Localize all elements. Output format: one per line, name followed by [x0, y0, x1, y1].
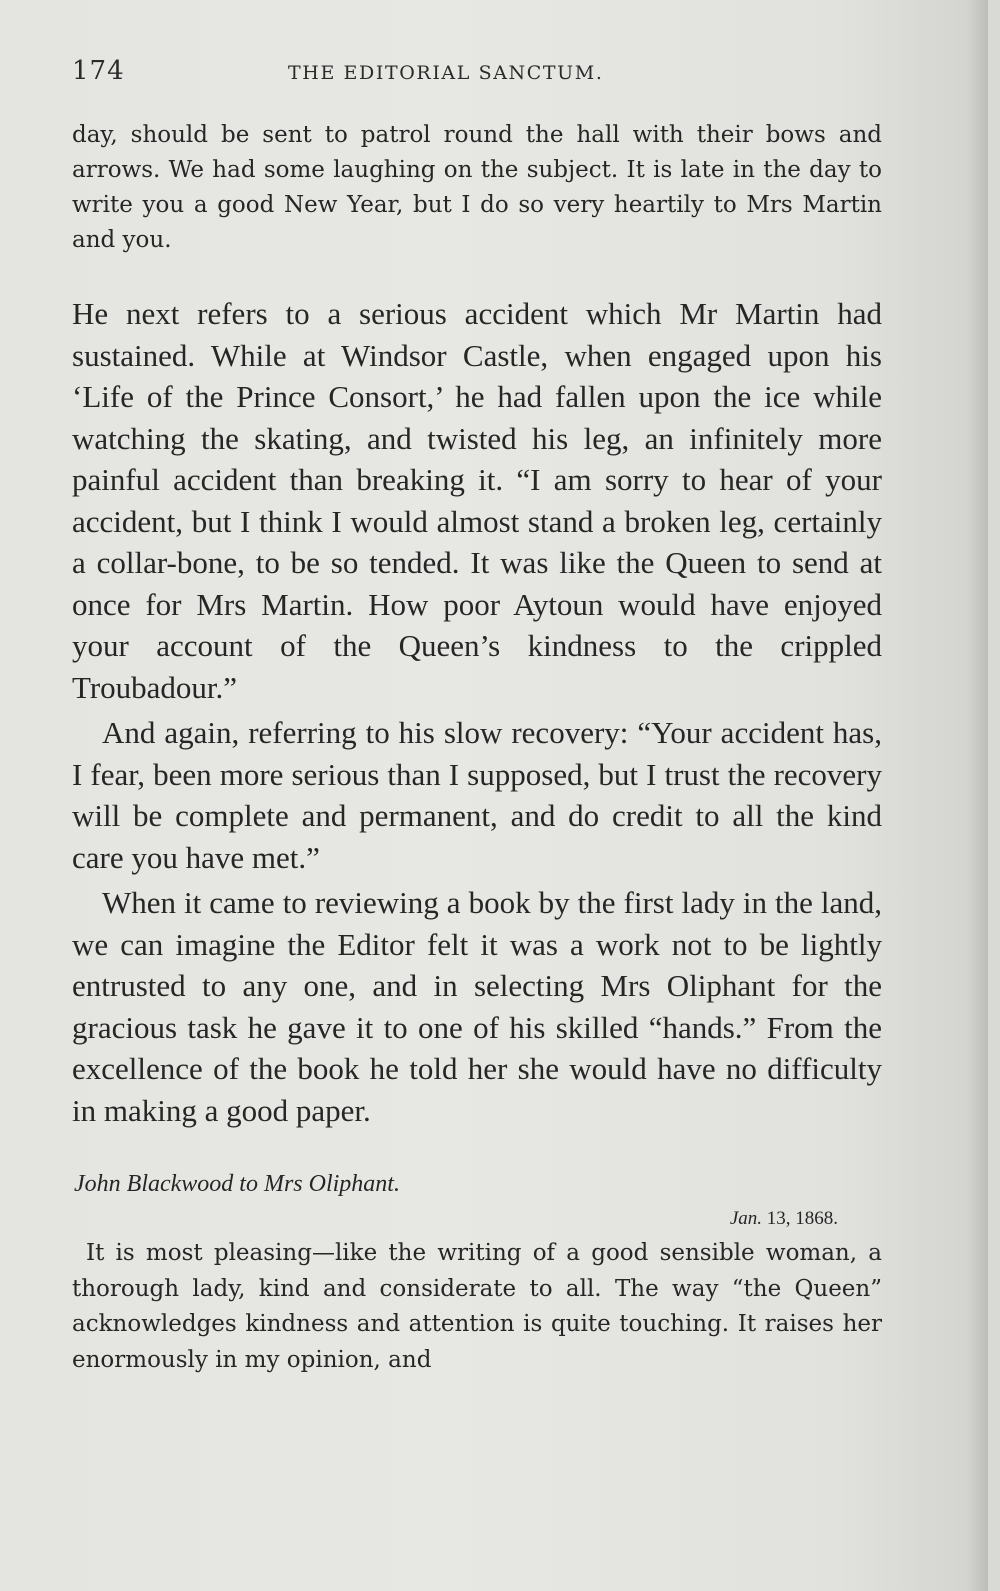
page-body [72, 118, 882, 1378]
page-edge-shadow [966, 0, 988, 1591]
page-number: 174 [72, 56, 125, 86]
letter-text: It is most pleasing—like the writing of a good sensible woman, a thorough lady, kind and considerate to all. The way “the Queen” acknowledges kindness and attention is quite touching. It raises her enormously in my opinion, and [72, 1240, 882, 1373]
letter-date [72, 1208, 882, 1230]
paragraph-reviewing: When it came to reviewing a book by the first lady in the land, we can imagine the Editor felt it was a work not to be lightly entrusted to any one, and in selecting Mrs Oliphant for the gracious task he gave it to one of his skilled “hands.” From the excellence of the book he told her she would have no difficulty in making a good paper. [72, 885, 882, 1128]
letter-date-rest: 13, 1868. [766, 1208, 838, 1229]
paragraph-accident: He next refers to a serious accident which Mr Martin had sustained. While at Windsor Castle, when engaged upon his ‘Life of the Prince Consort,’ he had fallen upon the ice while watching the skating, and twisted his leg, an infinitely more painful accident than breaking it. “I am sorry to hear of your accident, but I think I would almost stand a broken leg, certainly a collar-bone, to be so tended. It was like the Queen to send at once for Mrs Martin. How poor Aytoun would have enjoyed your account of the Queen’s kindness to the crippled Troubadour.” [72, 296, 882, 705]
letter-heading: John Blackwood to Mrs Oliphant. [74, 1171, 400, 1197]
quoted-letter-continuation: day, should be sent to patrol round the hall with their bows and arrows. We had some laughing on the subject. It is late in the day to write you a good New Year, but I do so very heartily to Mrs Martin and you. [72, 122, 882, 253]
paragraph-recovery: And again, referring to his slow recovery: “Your accident has, I fear, been more serious than I supposed, but I trust the recovery will be complete and permanent, and do credit to all the kind care you have met.” [72, 715, 882, 875]
page-header [68, 50, 868, 94]
running-head: THE EDITORIAL SANCTUM. [288, 62, 604, 84]
letter-date-month: Jan. [729, 1208, 762, 1229]
